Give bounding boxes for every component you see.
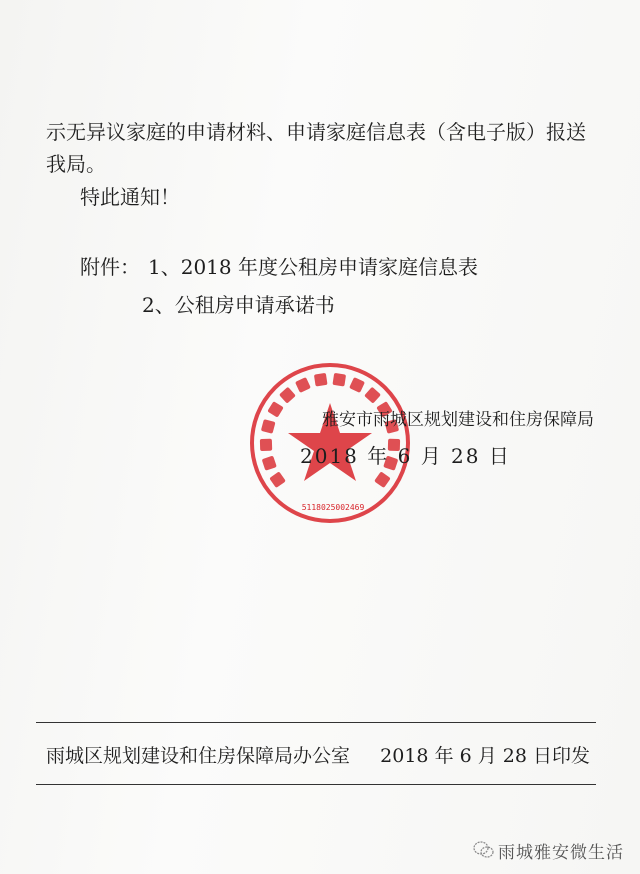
seal-glyph: [260, 439, 272, 451]
footer-issuer: 雨城区规划建设和住房保障局办公室: [46, 745, 351, 767]
footer-row: [46, 741, 590, 768]
signature-agency: 雅安市雨城区规划建设和住房保障局: [322, 410, 594, 430]
seal-number: 5118025002469: [301, 503, 365, 512]
seal-glyph: [332, 373, 346, 387]
seal-glyph: [267, 401, 284, 418]
seal-glyph: [314, 373, 328, 387]
seal-glyph: [261, 419, 276, 434]
body-line-2: 我局。: [46, 152, 106, 176]
seal-glyph: [262, 456, 277, 471]
closing: 特此通知！: [80, 185, 180, 209]
signature-date: 2018 年 6 月 28 日: [300, 444, 511, 468]
seal-glyph: [279, 387, 296, 404]
seal-glyph: [269, 471, 286, 488]
seal-glyph: [349, 377, 365, 393]
body-line-1: 示无异议家庭的申请材料、申请家庭信息表（含电子版）报送: [46, 120, 586, 144]
attachment-2: 2、公租房申请承诺书: [142, 293, 335, 317]
footer-bottom-rule: [36, 784, 596, 785]
attachment-label: 附件：: [80, 255, 140, 279]
seal-glyph: [364, 387, 381, 404]
watermark-text: 雨城雅安微生活: [498, 843, 624, 863]
seal-glyph: [374, 471, 391, 488]
seal-glyph: [295, 377, 311, 393]
wechat-icon: [472, 840, 494, 860]
footer-date: 2018 年 6 月 28 日印发: [380, 745, 590, 767]
attachment-1: 1、2018 年度公租房申请家庭信息表: [148, 255, 478, 279]
attachments-row: [80, 251, 478, 280]
footer-top-rule: [36, 722, 596, 723]
